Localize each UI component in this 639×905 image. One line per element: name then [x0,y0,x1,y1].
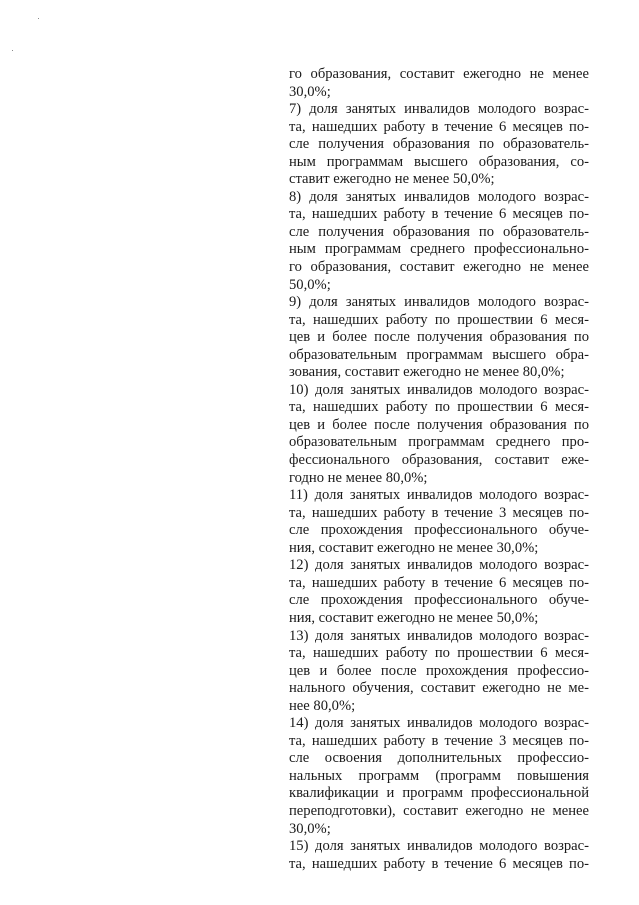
text-line: образовательным программам высшего обра- [289,346,589,363]
text-line: 30,0%; [289,83,331,100]
text-line: сле прохождения профессионального обуче- [289,522,589,539]
text-line: 11) доля занятых инвалидов молодого возрас- [289,487,589,504]
text-line: годно не менее 80,0%; [289,469,428,486]
text-line: фессионального образования, составит еже- [289,452,589,469]
text-line: та, нашедших работу в течение 6 месяцев по- [289,118,589,135]
text-line: ным программам среднего профессионально- [289,241,589,258]
paragraph [289,382,589,487]
text-line: та, нашедших работу в течение 6 месяцев по- [289,574,589,591]
text-line: 50,0%; [289,276,331,293]
text-line: та, нашедших работу по прошествии 6 меся- [289,311,589,328]
text-line: та, нашедших работу по прошествии 6 меся- [289,399,589,416]
text-line: 8) доля занятых инвалидов молодого возрас- [289,188,589,205]
text-line: 15) доля занятых инвалидов молодого возрас- [289,838,589,855]
text-line: сле получения образования по образователь- [289,136,589,153]
text-line: 30,0%; [289,820,331,837]
text-line: нального обучения, составит ежегодно не ме- [289,680,589,697]
text-line: зования, составит ежегодно не менее 80,0%; [289,364,565,381]
scan-speck [12,50,13,51]
text-line: 9) доля занятых инвалидов молодого возрас- [289,294,589,311]
paragraph [289,487,589,557]
text-line: та, нашедших работу в течение 3 месяцев по- [289,504,589,521]
text-line: цев и более после получения образования по [289,329,589,346]
text-line: цев и более после прохождения профессио- [289,662,589,679]
text-line: го образования, составит ежегодно не менее [289,66,589,82]
text-line: ния, составит ежегодно не менее 50,0%; [289,609,539,626]
text-line: та, нашедших работу в течение 6 месяцев по- [289,855,589,872]
text-line: нальных программ (программ повышения [289,767,589,784]
paragraph [289,101,589,189]
text-line: 13) доля занятых инвалидов молодого возрас- [289,627,589,644]
paragraph [289,189,589,294]
text-line: го образования, составит ежегодно не менее [289,259,589,276]
text-line: та, нашедших работу в течение 3 месяцев по- [289,732,589,749]
text-line: образовательным программам среднего про- [289,434,589,451]
paragraph [289,628,589,716]
text-line: сле прохождения профессионального обуче- [289,592,589,609]
text-line: сле освоения дополнительных профессио- [289,750,589,767]
text-line: ным программам высшего образования, со- [289,153,589,170]
text-line: цев и более после получения образования по [289,416,589,433]
text-line: ставит ежегодно не менее 50,0%; [289,171,495,188]
paragraph [289,557,589,627]
text-line: переподготовки), составит ежегодно не менее [289,802,589,819]
text-column [289,66,589,873]
scan-speck [38,18,39,19]
paragraph [289,66,589,101]
paragraph [289,294,589,382]
text-line: 7) доля занятых инвалидов молодого возрас- [289,101,589,118]
text-line: 10) доля занятых инвалидов молодого возрас- [289,381,589,398]
text-line: та, нашедших работу в течение 6 месяцев по- [289,206,589,223]
text-line: та, нашедших работу по прошествии 6 меся- [289,645,589,662]
paragraph [289,838,589,873]
text-line: квалификации и программ профессиональной [289,785,589,802]
text-line: нее 80,0%; [289,697,356,714]
paragraph [289,715,589,838]
text-line: 14) доля занятых инвалидов молодого возрас- [289,715,589,732]
text-line: сле получения образования по образователь- [289,223,589,240]
text-line: 12) доля занятых инвалидов молодого возрас- [289,557,589,574]
text-line: ния, составит ежегодно не менее 30,0%; [289,539,539,556]
